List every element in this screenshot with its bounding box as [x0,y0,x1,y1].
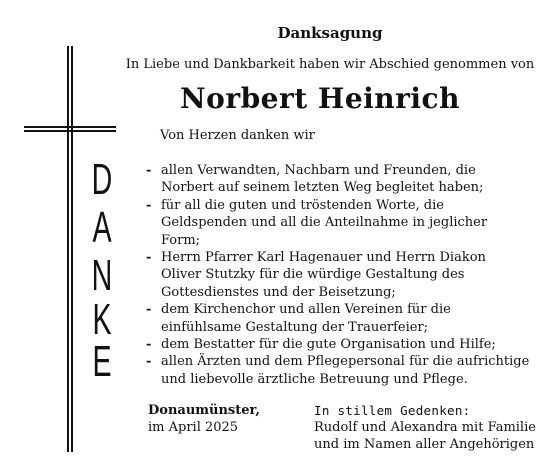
thanks-item-line: Norbert auf seinem letzten Weg begleitet haben; [161,180,484,196]
cross-horizontal-beam [24,126,116,132]
danke-letter-k: K [92,295,112,344]
danke-letter-n: N [91,251,113,300]
thanks-item-line: für all die guten und tröstenden Worte, die [161,197,444,213]
thanks-item-line: Geldspenden und all die Anteilnahme in jeglicher [161,215,488,231]
mourners-heading: In stillem Gedenken: [314,403,471,418]
thanks-item-line: Oliver Stutzky für die würdige Gestaltung des [161,267,465,283]
thanks-item [146,336,546,353]
thanks-item-line: Herrn Pfarrer Karl Hagenauer und Herrn Diakon [161,250,486,266]
deceased-name: Norbert Heinrich [180,82,460,115]
notice-title: Danksagung [277,24,383,42]
danke-letter-a: A [92,203,112,252]
mourners-block [314,402,536,453]
date-text: im April 2025 [148,420,239,435]
thanks-item-line: einfühlsame Gestaltung der Trauerfeier; [161,319,429,335]
lead-text: Von Herzen danken wir [160,128,315,143]
thanks-list [146,162,546,388]
thanks-item-line: dem Kirchenchor und allen Vereinen für die [161,302,451,318]
danke-letter-d: D [91,155,113,204]
thanks-item [146,301,546,336]
thanks-item [146,162,546,197]
place-text: Donaumünster, [148,403,260,418]
cross-vertical-beam [67,46,73,452]
thanks-item-line: Gottesdienstes und der Beisetzung; [161,284,396,300]
thanks-item [146,197,546,249]
thanks-item-line: dem Bestatter für die gute Organisation und Hilfe; [161,337,496,353]
thanks-item [146,249,546,301]
intro-text: In Liebe und Dankbarkeit haben wir Abschied genommen von [125,57,535,72]
danke-letter-e: E [92,337,112,386]
thanks-item [146,353,546,388]
thanks-item-line: und liebevolle ärztliche Betreuung und Pflege. [161,371,468,387]
place-date-block [148,402,260,436]
thanks-item-line: allen Verwandten, Nachbarn und Freunden, die [161,163,476,178]
mourners-line: und im Namen aller Angehörigen [314,437,535,452]
mourners-line: Rudolf und Alexandra mit Familie [314,420,536,435]
thanks-item-line: allen Ärzten und dem Pflegepersonal für die aufrichtige [161,354,530,370]
thanks-item-line: Form; [161,232,201,248]
